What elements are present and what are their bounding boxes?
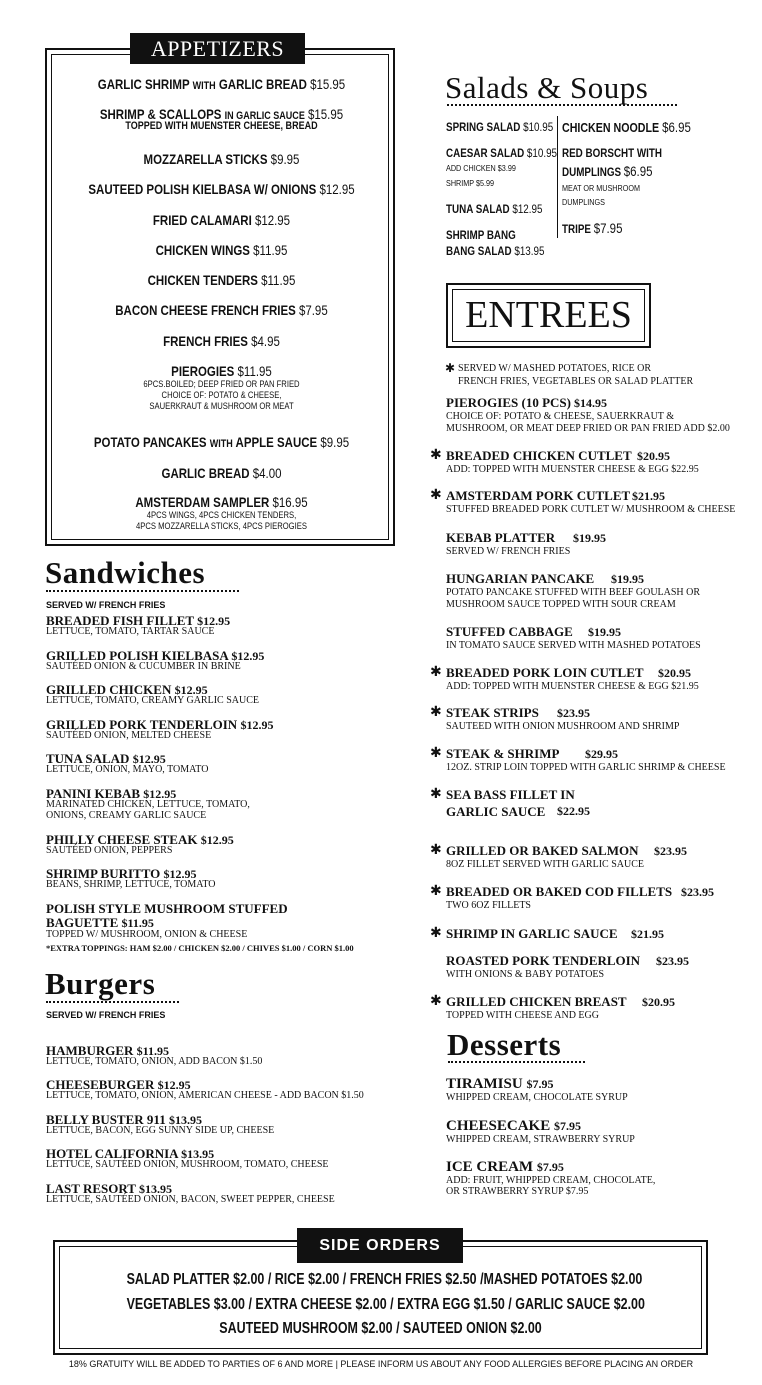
soup-name: CHICKEN NOODLE (562, 120, 660, 135)
appetizer-name (80, 302, 363, 318)
salad-note: ADD CHICKEN $3.99 (446, 163, 516, 173)
appetizer-item (49, 242, 394, 258)
item-desc: LETTUCE, SAUTÉED ONION, BACON, SWEET PEPPER, CHEESE (46, 1194, 335, 1205)
sandwiches-extra-toppings: *EXTRA TOPPINGS: HAM $2.00 / CHICKEN $2.00 / CHIVES $1.00 / CORN $1.00 (46, 943, 354, 953)
entree-name: STEAK & SHRIMP (446, 746, 560, 761)
appetizer-name (80, 363, 363, 379)
item-name-text: CHEESEBURGER (46, 1077, 155, 1092)
item-desc: LETTUCE, TOMATO, CREAMY GARLIC SAUCE (46, 695, 259, 706)
appetizer-name (80, 181, 363, 197)
entree-price: $21.95 (631, 927, 664, 941)
soup-name: RED BORSCHT WITH (562, 146, 663, 160)
soup-price: $7.95 (593, 220, 623, 236)
item-price: $12.95 (163, 867, 197, 881)
appetizer-name (80, 494, 363, 510)
appetizer-price: $7.95 (298, 302, 328, 318)
item-desc: SAUTÉED ONION & CUCUMBER IN BRINE (46, 661, 241, 672)
item-price: $12.95 (157, 1078, 191, 1092)
entree-name: GRILLED CHICKEN BREAST (446, 994, 627, 1009)
item-price: $7.95 (553, 1119, 581, 1133)
appetizer-price: $15.95 (310, 76, 346, 92)
item-desc: WHIPPED CREAM, STRAWBERRY SYRUP (446, 1134, 635, 1145)
footer-note: 18% GRATUITY WILL BE ADDED TO PARTIES OF 6 AND MORE | PLEASE INFORM US ABOUT ANY FOOD ALLERGIES BEFORE PLACING AN ORDER (68, 1359, 694, 1369)
appetizer-item (49, 151, 394, 167)
entree-desc: TWO 6OZ FILLETS (446, 900, 531, 911)
soup-name: TRIPE (562, 222, 591, 236)
appetizer-note: 4PCS MOZZARELLA STICKS, 4PCS PIEROGIES (136, 521, 307, 531)
appetizer-price: $9.95 (320, 434, 350, 450)
entree-price: $29.95 (585, 747, 618, 761)
burgers-title-underline (46, 1001, 179, 1003)
item-desc: LETTUCE, TOMATO, TARTAR SAUCE (46, 626, 215, 637)
appetizer-name-text: FRIED CALAMARI (152, 212, 252, 228)
item-price: $11.95 (121, 916, 154, 930)
entree-desc: CHOICE OF: POTATO & CHEESE, SAUERKRAUT & (446, 411, 675, 422)
entree-name: ROASTED PORK TENDERLOIN (446, 953, 641, 968)
appetizer-name (80, 465, 363, 481)
salad-price: $10.95 (523, 120, 554, 134)
item-price: $12.95 (132, 752, 166, 766)
item-name (446, 1159, 564, 1176)
item-price: $7.95 (526, 1077, 554, 1091)
asterisk-icon: ✱ (430, 925, 442, 941)
asterisk-icon: ✱ (430, 993, 442, 1009)
item-price: $12.95 (197, 614, 231, 628)
appetizer-price: $4.95 (251, 333, 280, 349)
salad-item (446, 146, 557, 160)
salad-item (446, 202, 542, 216)
item-price: $12.95 (240, 718, 274, 732)
entree-price: $19.95 (611, 572, 644, 586)
asterisk-icon: ✱ (430, 704, 442, 720)
item-price: $12.95 (143, 787, 177, 801)
burgers-note: SERVED W/ FRENCH FRIES (46, 1010, 166, 1020)
appetizer-note: 4PCS WINGS, 4PCS CHICKEN TENDERS, (146, 510, 297, 520)
item-name-text: CHEESECAKE (446, 1118, 551, 1134)
sandwiches-title: Sandwiches (45, 555, 206, 590)
appetizer-item (49, 434, 394, 450)
entree-desc: STUFFED BREADED PORK CUTLET W/ MUSHROOM & CHEESE (446, 504, 736, 515)
item-name-text: GRILLED CHICKEN (46, 682, 172, 697)
item-name-text2: BAGUETTE (46, 915, 119, 930)
sandwiches-note: SERVED W/ FRENCH FRIES (46, 600, 166, 610)
appetizer-name-text: GARLIC SHRIMP (97, 76, 190, 92)
appetizer-price: $16.95 (272, 494, 308, 510)
item-price: $13.95 (181, 1147, 215, 1161)
item-name-text: ICE CREAM (446, 1159, 534, 1175)
side-orders-line1: SALAD PLATTER $2.00 / RICE $2.00 / FRENCH FRIES $2.50 /MASHED POTATOES $2.00 (126, 1271, 643, 1288)
appetizer-name-text: MOZZARELLA STICKS (143, 151, 268, 167)
entree-desc: 8OZ FILLET SERVED WITH GARLIC SAUCE (446, 859, 644, 870)
soup-note: MEAT OR MUSHROOM (562, 183, 641, 193)
appetizer-item (49, 494, 394, 532)
appetizer-price: $11.95 (253, 242, 288, 258)
salad-note: SHRIMP $5.99 (446, 178, 495, 188)
appetizer-name (80, 333, 363, 349)
appetizer-name-text: BACON CHEESE FRENCH FRIES (115, 302, 296, 318)
salad-name2: BANG SALAD (446, 244, 512, 258)
entree-name: BREADED OR BAKED COD FILLETS (446, 884, 673, 899)
appetizer-name-text: FRENCH FRIES (163, 333, 248, 349)
entree-name: STUFFED CABBAGE (446, 624, 573, 639)
appetizer-item (49, 465, 394, 481)
salads-soups-title: Salads & Soups (445, 70, 649, 105)
side-orders-line3: SAUTEED MUSHROOM $2.00 / SAUTEED ONION $2.00 (219, 1320, 542, 1337)
entree-desc: SERVED W/ FRENCH FRIES (446, 546, 571, 557)
appetizers-title: APPETIZERS (130, 33, 305, 64)
item-desc: LETTUCE, TOMATO, ONION, AMERICAN CHEESE - ADD BACON $1.50 (46, 1090, 364, 1101)
asterisk-icon: ✱ (445, 361, 456, 375)
entree-name: SEA BASS FILLET IN (446, 787, 575, 802)
entree-desc: 12OZ. STRIP LOIN TOPPED WITH GARLIC SHRIMP & CHEESE (446, 762, 726, 773)
side-orders-line2: VEGETABLES $3.00 / EXTRA CHEESE $2.00 / EXTRA EGG $1.50 / GARLIC SAUCE $2.00 (126, 1296, 645, 1313)
appetizer-item (49, 333, 394, 349)
item-price: $12.95 (231, 649, 265, 663)
appetizer-price: $15.95 (308, 106, 344, 122)
salad-name: SPRING SALAD (446, 120, 521, 134)
asterisk-icon: ✱ (430, 786, 442, 802)
entree-price: $23.95 (654, 844, 687, 858)
entree-desc: ADD: TOPPED WITH MUENSTER CHEESE & EGG $22.95 (446, 464, 699, 475)
appetizer-price: $11.95 (237, 363, 272, 379)
item-name-text: SHRIMP BURITTO (46, 866, 161, 881)
item-desc: SAUTÉED ONION, PEPPERS (46, 845, 173, 856)
appetizer-price: $11.95 (261, 272, 296, 288)
entree-name: SHRIMP IN GARLIC SAUCE (446, 926, 618, 941)
item-name-text: TUNA SALAD (46, 751, 130, 766)
entree-price: $21.95 (632, 489, 665, 503)
entree-price: $23.95 (557, 706, 590, 720)
item-desc: SAUTÉED ONION, MELTED CHEESE (46, 730, 212, 741)
item-price: $13.95 (139, 1182, 172, 1196)
salad-item (446, 228, 516, 242)
appetizer-name-text2: GARLIC BREAD (218, 76, 307, 92)
item-name (446, 1076, 553, 1093)
entree-desc: WITH ONIONS & BABY POTATOES (446, 969, 605, 980)
item-desc: BEANS, SHRIMP, LETTUCE, TOMATO (46, 879, 216, 890)
entree-desc: ADD: TOPPED WITH MUENSTER CHEESE & EGG $21.95 (446, 681, 699, 692)
item-name-text: BREADED FISH FILLET (46, 613, 194, 628)
asterisk-icon: ✱ (430, 664, 442, 680)
soup-item (562, 119, 691, 135)
appetizer-name-text: GARLIC BREAD (161, 465, 250, 481)
entree-name: PIEROGIES (10 PCS) (446, 395, 571, 410)
salad-price: $12.95 (512, 202, 543, 216)
item-price: $12.95 (174, 683, 208, 697)
entree-desc: SAUTEED WITH ONION MUSHROOM AND SHRIMP (446, 721, 680, 732)
appetizer-name-connector: IN GARLIC SAUCE (224, 110, 305, 122)
salad-name: CAESAR SALAD (446, 146, 525, 160)
soup-price: $6.95 (623, 163, 653, 179)
item-desc: ADD: FRUIT, WHIPPED CREAM, CHOCOLATE, (446, 1175, 656, 1186)
appetizer-price: $12.95 (254, 212, 291, 228)
entree-desc: TOPPED WITH CHEESE AND EGG (446, 1010, 599, 1021)
item-name-text: PANINI KEBAB (46, 786, 141, 801)
item-desc: LETTUCE, TOMATO, ONION, ADD BACON $1.50 (46, 1056, 263, 1067)
appetizer-item (49, 363, 394, 412)
appetizer-note: 6PCS.BOILED; DEEP FRIED OR PAN FRIED (143, 379, 300, 389)
salads-divider (557, 116, 558, 238)
appetizer-note: CHOICE OF: POTATO & CHEESE, (161, 390, 282, 400)
entree-price: $23.95 (656, 954, 689, 968)
salad-item (446, 120, 553, 134)
appetizer-item (49, 272, 394, 288)
entrees-title: ENTREES (465, 294, 632, 336)
soup-name2: DUMPLINGS (562, 165, 622, 179)
appetizer-name-text2: APPLE SAUCE (235, 434, 318, 450)
item-desc: ONIONS, CREAMY GARLIC SAUCE (46, 810, 207, 821)
appetizer-name-text: CHICKEN TENDERS (147, 272, 258, 288)
entree-name: STEAK STRIPS (446, 705, 539, 720)
entree-desc: POTATO PANCAKE STUFFED WITH BEEF GOULASH OR (446, 587, 701, 598)
appetizer-item (49, 302, 394, 318)
appetizer-name-text: CHICKEN WINGS (155, 242, 250, 258)
appetizer-name (80, 272, 363, 288)
item-name (446, 1118, 581, 1135)
appetizer-price: $9.95 (270, 151, 300, 167)
appetizer-note: SAUERKRAUT & MUSHROOM OR MEAT (149, 401, 294, 411)
item-desc: LETTUCE, BACON, EGG SUNNY SIDE UP, CHEESE (46, 1125, 275, 1136)
soup-price: $6.95 (662, 119, 691, 135)
appetizer-price: $4.00 (252, 465, 282, 481)
appetizer-name (80, 76, 363, 92)
side-orders-title: SIDE ORDERS (297, 1228, 463, 1263)
item-price: $13.95 (168, 1113, 202, 1127)
item-name-text: LAST RESORT (46, 1181, 136, 1196)
entree-desc: IN TOMATO SAUCE SERVED WITH MASHED POTATOES (446, 640, 701, 651)
entree-name: GRILLED OR BAKED SALMON (446, 843, 639, 858)
entree-price: $19.95 (588, 625, 621, 639)
asterisk-icon: ✱ (430, 745, 442, 761)
appetizer-item (49, 181, 394, 197)
salads-title-underline (447, 104, 677, 106)
entrees-intro-line2: FRENCH FRIES, VEGETABLES OR SALAD PLATTER (458, 376, 694, 387)
burgers-title: Burgers (45, 966, 156, 1001)
entree-price: $22.95 (557, 804, 590, 818)
entree-price: $20.95 (658, 666, 691, 680)
entree-desc: MUSHROOM SAUCE TOPPED WITH SOUR CREAM (446, 599, 676, 610)
item-desc: WHIPPED CREAM, CHOCOLATE SYRUP (446, 1092, 628, 1103)
item-name-text: GRILLED POLISH KIELBASA (46, 648, 229, 663)
appetizer-name-text: SAUTEED POLISH KIELBASA W/ ONIONS (88, 181, 317, 197)
entree-name: HUNGARIAN PANCAKE (446, 571, 595, 586)
salad-item-line2 (446, 244, 544, 258)
item-name-text: HAMBURGER (46, 1043, 134, 1058)
item-desc: TOPPED W/ MUSHROOM, ONION & CHEESE (46, 929, 248, 940)
entrees-intro-line1: SERVED W/ MASHED POTATOES, RICE OR (458, 363, 652, 374)
entree-name: BREADED CHICKEN CUTLET (446, 448, 632, 463)
appetizer-name (80, 434, 363, 450)
item-price: $12.95 (200, 833, 234, 847)
salad-price: $10.95 (526, 146, 558, 160)
appetizer-name-text: PIEROGIES (171, 363, 235, 379)
soup-note: DUMPLINGS (562, 197, 605, 207)
soup-item (562, 146, 662, 160)
item-price: $7.95 (536, 1160, 564, 1174)
asterisk-icon: ✱ (430, 447, 442, 463)
item-name-text: TIRAMISU (446, 1076, 523, 1092)
appetizer-item (49, 106, 394, 132)
entree-price: $20.95 (637, 449, 670, 463)
appetizer-name (80, 151, 363, 167)
appetizer-name (80, 212, 363, 228)
item-name-text: GRILLED PORK TENDERLOIN (46, 717, 238, 732)
appetizer-item (49, 76, 394, 92)
entree-price: $14.95 (574, 396, 607, 410)
desserts-title-underline (448, 1061, 585, 1063)
entree-desc: MUSHROOM, OR MEAT DEEP FRIED OR PAN FRIED ADD $2.00 (446, 423, 730, 434)
item-desc: MARINATED CHICKEN, LETTUCE, TOMATO, (46, 799, 250, 810)
entree-name: BREADED PORK LOIN CUTLET (446, 665, 644, 680)
item-name-text: HOTEL CALIFORNIA (46, 1146, 178, 1161)
entree-price: $20.95 (642, 995, 675, 1009)
item-name-text: BELLY BUSTER 911 (46, 1112, 166, 1127)
asterisk-icon: ✱ (430, 487, 442, 503)
soup-item-line2 (562, 163, 653, 179)
appetizer-name-connector: WITH (209, 438, 233, 450)
appetizer-name-text: SHRIMP & SCALLOPS (99, 106, 222, 122)
appetizer-name-text: POTATO PANCAKES (93, 434, 207, 450)
entree-price: $19.95 (573, 531, 606, 545)
appetizer-name-text: AMSTERDAM SAMPLER (135, 494, 270, 510)
entree-name: AMSTERDAM PORK CUTLET (446, 488, 631, 503)
asterisk-icon: ✱ (430, 883, 442, 899)
entree-price: $23.95 (681, 885, 714, 899)
item-name-text: PHILLY CHEESE STEAK (46, 832, 198, 847)
asterisk-icon: ✱ (430, 842, 442, 858)
salad-name: TUNA SALAD (446, 202, 510, 216)
sandwiches-title-underline (46, 590, 239, 592)
salad-price: $13.95 (514, 244, 545, 258)
desserts-title: Desserts (447, 1027, 562, 1062)
appetizer-item (49, 212, 394, 228)
item-desc: OR STRAWBERRY SYRUP $7.95 (446, 1186, 589, 1197)
item-name-text: POLISH STYLE MUSHROOM STUFFED (46, 901, 288, 916)
soup-item (562, 220, 622, 236)
entree-name2: GARLIC SAUCE (446, 804, 546, 819)
salad-name: SHRIMP BANG (446, 228, 516, 242)
item-desc: LETTUCE, ONION, MAYO, TOMATO (46, 764, 209, 775)
appetizer-name (80, 242, 363, 258)
item-desc: LETTUCE, SAUTÉED ONION, MUSHROOM, TOMATO, CHEESE (46, 1159, 329, 1170)
appetizer-price: $12.95 (319, 181, 355, 197)
entree-name: KEBAB PLATTER (446, 530, 556, 545)
item-price: $11.95 (136, 1044, 169, 1058)
appetizer-name-connector: WITH (192, 80, 216, 92)
appetizer-subtitle: TOPPED WITH MUENSTER CHEESE, BREAD (125, 120, 318, 132)
